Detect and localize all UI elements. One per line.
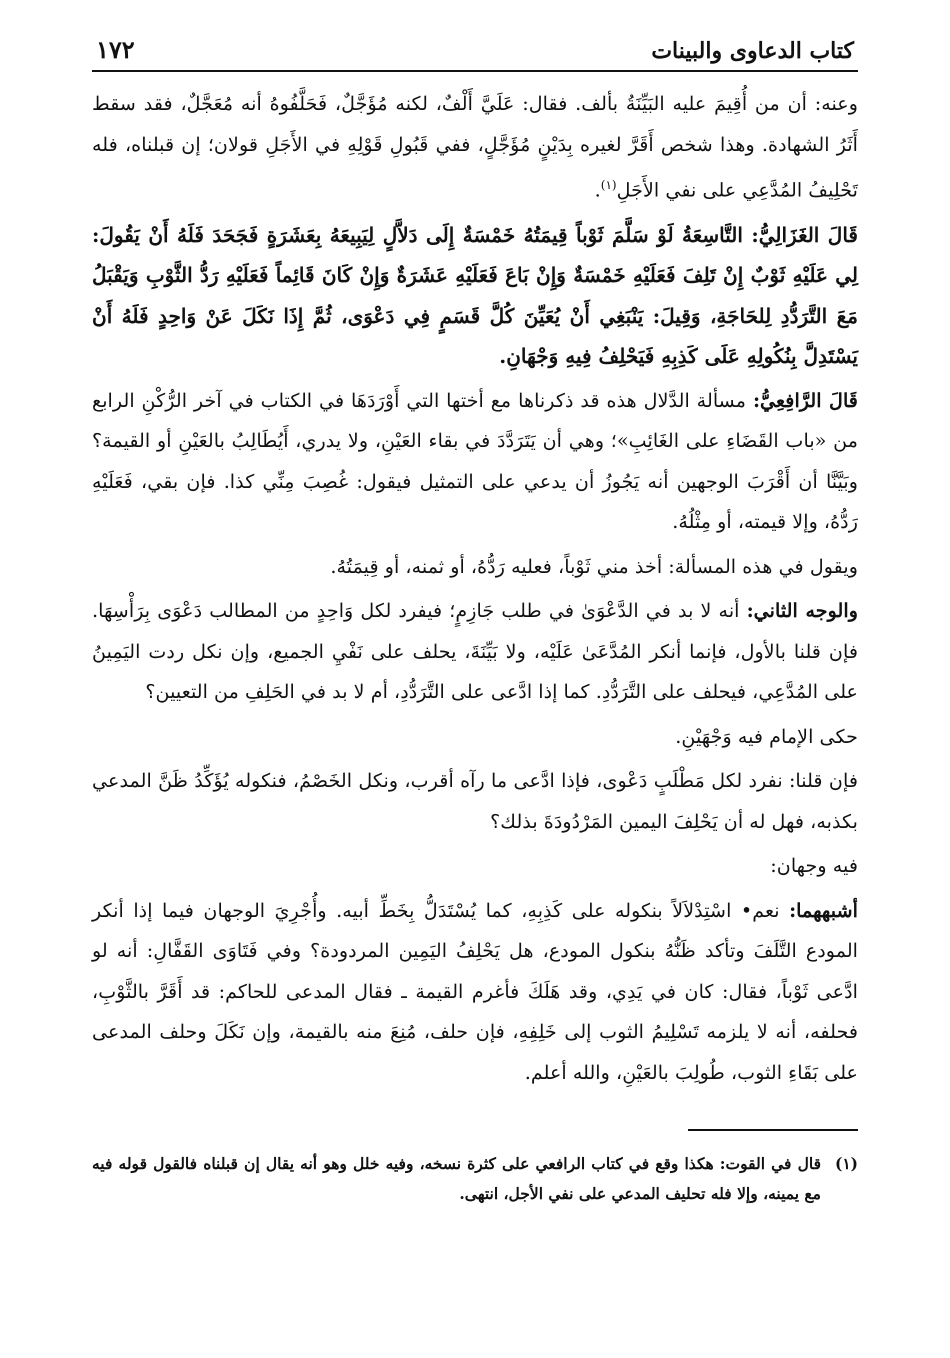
paragraph-5-second-view bbox=[92, 591, 858, 713]
paragraph-8 bbox=[92, 846, 858, 887]
footnote bbox=[92, 1149, 858, 1209]
paragraph-5-lead: والوجه الثاني: bbox=[746, 599, 858, 623]
paragraph-6 bbox=[92, 717, 858, 758]
paragraph-3-rafii bbox=[92, 381, 858, 543]
page-header bbox=[92, 36, 858, 72]
paragraph-8-text: فيه وجهان: bbox=[770, 854, 858, 878]
page-number: ١٧٢ bbox=[96, 35, 135, 64]
paragraph-5-text: أنه لا بد في الدَّعْوَىٰ في طلب جَازِمٍ؛ فيفرد لكل وَاحِدٍ من المطالب دَعْوَى بِرَأْسِهَا. فإن قلنا بالأول، فإنما أنكر المُدَّعَىٰ عَلَيْه، ولا بَيِّنَةَ، يحلف على نَفْيِ الجميع، وإن نكل ردت اليَمِينُ على المُدَّعِي، فيحلف على التَّرَدُّدِ. كما إذا ادَّعى على التَّرَدُّدِ، أم لا بد في الحَلِفِ من التعيين؟ bbox=[92, 599, 858, 704]
paragraph-9-lead: أشبههما: bbox=[789, 898, 858, 922]
footnote-number: (١) bbox=[834, 1154, 858, 1174]
footnote-reference[interactable]: (١) bbox=[600, 178, 617, 192]
paragraph-7 bbox=[92, 761, 858, 842]
running-title: كتاب الدعاوى والبينات bbox=[651, 38, 854, 64]
paragraph-1: وعنه: أن من أُقِيمَ عليه البَيِّنَةُ بألف. فقال: عَلَيَّ أَلْفٌ، لكنه مُؤَجَّلٌ، فَحَلَّفُوهُ أنه مُعَجَّلٌ، فقد سقط أَثَرُ الشهادة. وهذا شخص أَقَرَّ لغيره بِدَيْنٍ مُؤَجَّلٍ، ففي قَبُولِ قَوْلِهِ في الأَجَلِ قولان؛ إن قبلناه، فله تَحْلِيفُ المُدَّعِي على نفي الأَجَلِ$^{(١)}$. bbox=[92, 92, 858, 202]
paragraph-3-text: مسألة الدَّلال هذه قد ذكرناها مع أختها التي أَوْرَدَهَا في الكتاب في آخر الرُّكْنِ الرابع من «باب القَضَاءِ على الغَائِبِ»؛ وهي أن يَتَرَدَّدَ في بقاء العَيْنِ، ولا يدري، أَيُطَالِبُ بالعَيْنِ أو القيمة؟ وبَيَّنَّا أن أَقْرَبَ الوجهين أنه يَجُوزُ أن يدعي على التمثيل فيقول: غُصِبَ مِنِّي كذا. فإن بقي، فَعَلَيْهِ رَدُّهُ، وإلا قيمته، أو مِثْلُهُ. bbox=[92, 388, 858, 534]
paragraph-1-text: وعنه: أن من أُقِيمَ عليه البَيِّنَةُ بألف. فقال: عَلَيَّ أَلْفٌ، لكنه مُؤَجَّلٌ، فَحَلَّفُوهُ أنه مُعَجَّلٌ، فقد سقط أَثَرُ الشهادة. وهذا شخص أَقَرَّ لغيره بِدَيْنٍ مُؤَجَّلٍ، ففي قَبُولِ قَوْلِهِ في الأَجَلِ قولان؛ إن قبلناه، فله تَحْلِيفُ المُدَّعِي على نفي الأَجَلِ bbox=[92, 92, 858, 202]
paragraph-4 bbox=[92, 547, 858, 588]
paragraph-6-text: حكى الإمام فيه وَجْهَيْنِ. bbox=[675, 724, 858, 748]
paragraph-2-lead: قَالَ الغَزَالِيُّ: bbox=[751, 222, 858, 247]
paragraph-4-text: ويقول في هذه المسألة: أخذ مني ثَوْباً، فعليه رَدُّهُ، أو ثمنه، أو قِيمَتُهُ. bbox=[330, 554, 858, 578]
paragraph-7-text: فإن قلنا: نفرد لكل مَطْلَبٍ دَعْوى، فإذا ادَّعى ما رآه أقرب، ونكل الخَصْمُ، فنكوله يُؤَكِّدُ ظَنَّ المدعي بكذبه، فهل له أن يَحْلِفَ اليمين المَرْدُودَةَ بذلك؟ bbox=[92, 769, 858, 833]
paragraph-9-text: نعم• اسْتِدْلاَلاً بنكوله على كَذِبِهِ، كما يُسْتَدَلُّ بِخَطِّ أبيه. وأُجْرِيَ الوجهان فيما إذا أنكر المودع التَّلَفَ وتأكد ظَنُّهُ بنكول المودع، هل يَحْلِفُ اليَمِين المردودة؟ وفي فَتَاوَى القَفَّالِ: أنه لو ادَّعى ثَوْباً، فقال: كان في يَدِي، وقد هَلَكَ فأغرم القيمة ـ فقال المدعى للحاكم: قد أَقَرَّ بالثَّوْبِ، فحلفه، أنه لا يلزمه تَسْلِيمُ الثوب إلى خَلِفِهِ، فإن حلف، مُنِعَ منه بالقيمة، وإن نَكَلَ وحلف المدعى على بَقَاءِ الثوب، طُولِبَ بالعَيْنِ، والله أعلم. bbox=[92, 898, 858, 1084]
paragraph-3-lead: قَالَ الرَّافِعِيُّ: bbox=[752, 388, 858, 412]
paragraph-9-ashbahuhuma bbox=[92, 891, 858, 1094]
footnote-text: قال في القوت: هكذا وقع في كتاب الرافعي على كثرة نسخه، وفيه خلل وهو أنه يقال إن قبلناه فالقول قوله فيه مع يمينه، وإلا فله تحليف المدعي على نفي الأجل، انتهى. bbox=[92, 1154, 821, 1204]
page-body bbox=[92, 84, 858, 1093]
paragraph-2-ghazali bbox=[92, 215, 858, 377]
paragraph-2-text: التَّاسِعَةُ لَوْ سَلَّمَ ثَوْباً قِيمَتُهُ خَمْسَةٌ إِلَى دَلاَّلٍ لِيَبِيعَهُ بِعَشَرَةٍ فَجَحَدَ فَلَهُ أَنْ يَقُولَ: لِي عَلَيْهِ ثَوْبٌ إِنْ تَلِفَ فَعَلَيْهِ خَمْسَةٌ وَإِنْ بَاعَ فَعَلَيْهِ عَشَرَةٌ وَإِنْ كَانَ قَائِماً فَعَلَيْهِ رَدُّ الثَّوْبِ وَيَقْبَلُ مَعَ التَّرَدُّدِ لِلحَاجَةِ، وَقِيلَ: يَنْبَغِي أَنْ يُعَيِّنَ كُلَّ قَسَمٍ فِي دَعْوَى، ثُمَّ إِذَا نَكَلَ عَنْ وَاحِدٍ فَلَهُ أَنْ يَسْتَدِلَّ بِنُكُولِهِ عَلَى كَذِبِهِ فَيَحْلِفُ فِيهِ وَجْهَانِ. bbox=[92, 222, 858, 369]
footnote-divider bbox=[688, 1129, 858, 1131]
book-page bbox=[92, 36, 858, 1318]
